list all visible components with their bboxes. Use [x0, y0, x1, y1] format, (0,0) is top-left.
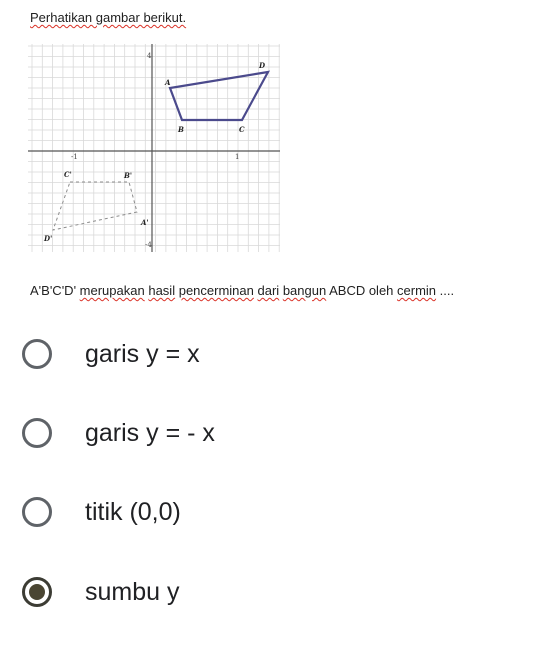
question-title	[30, 10, 186, 25]
coordinate-graph	[28, 44, 282, 254]
x-tick-pos: 1	[235, 153, 240, 161]
option-label: sumbu y	[85, 577, 180, 606]
shape-abcd	[170, 72, 268, 120]
question-title-text: Perhatikan gambar berikut.	[30, 10, 187, 25]
option-label: garis y = - x	[85, 418, 215, 447]
radio-button[interactable]	[22, 339, 52, 369]
x-tick-neg: -1	[71, 153, 78, 161]
label-a: A	[165, 78, 171, 87]
label-c-prime: C'	[64, 170, 72, 179]
label-b-prime: B'	[124, 171, 133, 180]
option-label: garis y = x	[85, 339, 200, 368]
question-text: A'B'C'D' merupakan hasil pencerminan dari bangun ABCD oleh cermin ....	[30, 283, 455, 298]
option-label: titik (0,0)	[85, 497, 181, 526]
label-b: B	[178, 125, 184, 134]
y-tick-bottom: -4	[145, 241, 152, 249]
option-sumbu-y[interactable]	[22, 572, 179, 612]
label-a-prime: A'	[141, 218, 149, 227]
y-tick-top: 4	[147, 52, 152, 60]
option-titik-origin[interactable]	[22, 492, 181, 532]
radio-selected-dot	[29, 584, 45, 600]
label-d-prime: D'	[44, 234, 53, 243]
label-c: C	[239, 125, 245, 134]
option-garis-y-minus-x[interactable]	[22, 413, 215, 453]
radio-button[interactable]	[22, 497, 52, 527]
question-figure	[28, 44, 282, 254]
radio-button[interactable]	[22, 418, 52, 448]
radio-button-selected[interactable]	[22, 577, 52, 607]
option-garis-y-x[interactable]	[22, 334, 200, 374]
label-d: D	[259, 61, 266, 70]
